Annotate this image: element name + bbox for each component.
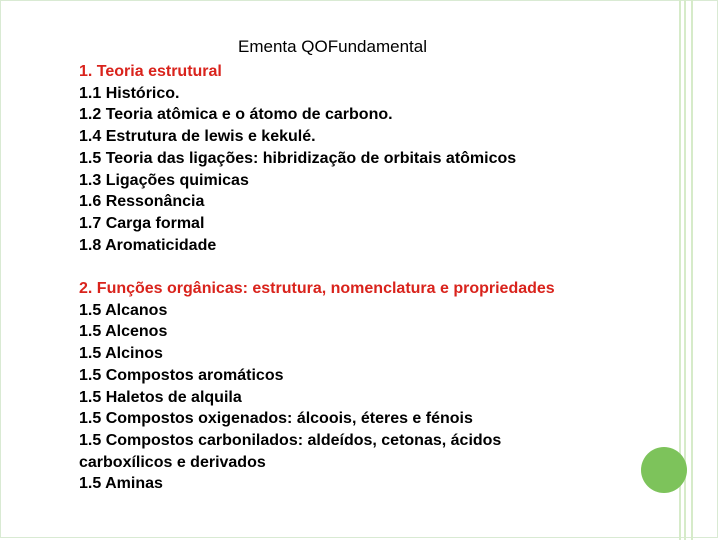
section-2-item: 1.5 Alcinos [79,345,163,363]
section-1-item: 1.6 Ressonância [79,193,205,211]
section-1-item: 1.8 Aromaticidade [79,236,217,254]
section-2-item: 1.5 Compostos oxigenados: álcoois, éteres e fénois [79,410,473,428]
section-2-item: 1.5 Haletos de alquila [79,388,242,406]
section-2-item: 1.5 Compostos aromáticos [79,366,284,384]
slide-title: Ementa QOFundamental [238,37,427,56]
section-1-heading: 1. Teoria estrutural [79,63,222,80]
syllabus-content [79,61,639,495]
decorative-line [691,0,693,540]
section-1-item: 1.4 Estrutura de lewis e kekulé. [79,128,316,146]
section-2-item: 1.5 Alcanos [79,301,168,319]
section-1-item: 1.2 Teoria atômica e o átomo de carbono. [79,106,393,124]
section-1-item: 1.7 Carga formal [79,214,205,232]
section-1-item: 1.5 Teoria das ligações: hibridização de orbitais atômicos [79,149,517,167]
decorative-green-circle [641,447,687,493]
section-2-heading: 2. Funções orgânicas: estrutura, nomenclatura e propriedades [79,280,555,298]
section-2-item: 1.5 Compostos carbonilados: aldeídos, cetonas, ácidos carboxílicos e derivados [79,431,502,471]
section-1-item: 1.1 Histórico. [79,84,180,102]
section-2-item: 1.5 Alcenos [79,323,168,341]
section-2-item: 1.5 Aminas [79,475,163,493]
section-spacer [79,256,639,278]
section-1-item: 1.3 Ligações quimicas [79,171,249,189]
